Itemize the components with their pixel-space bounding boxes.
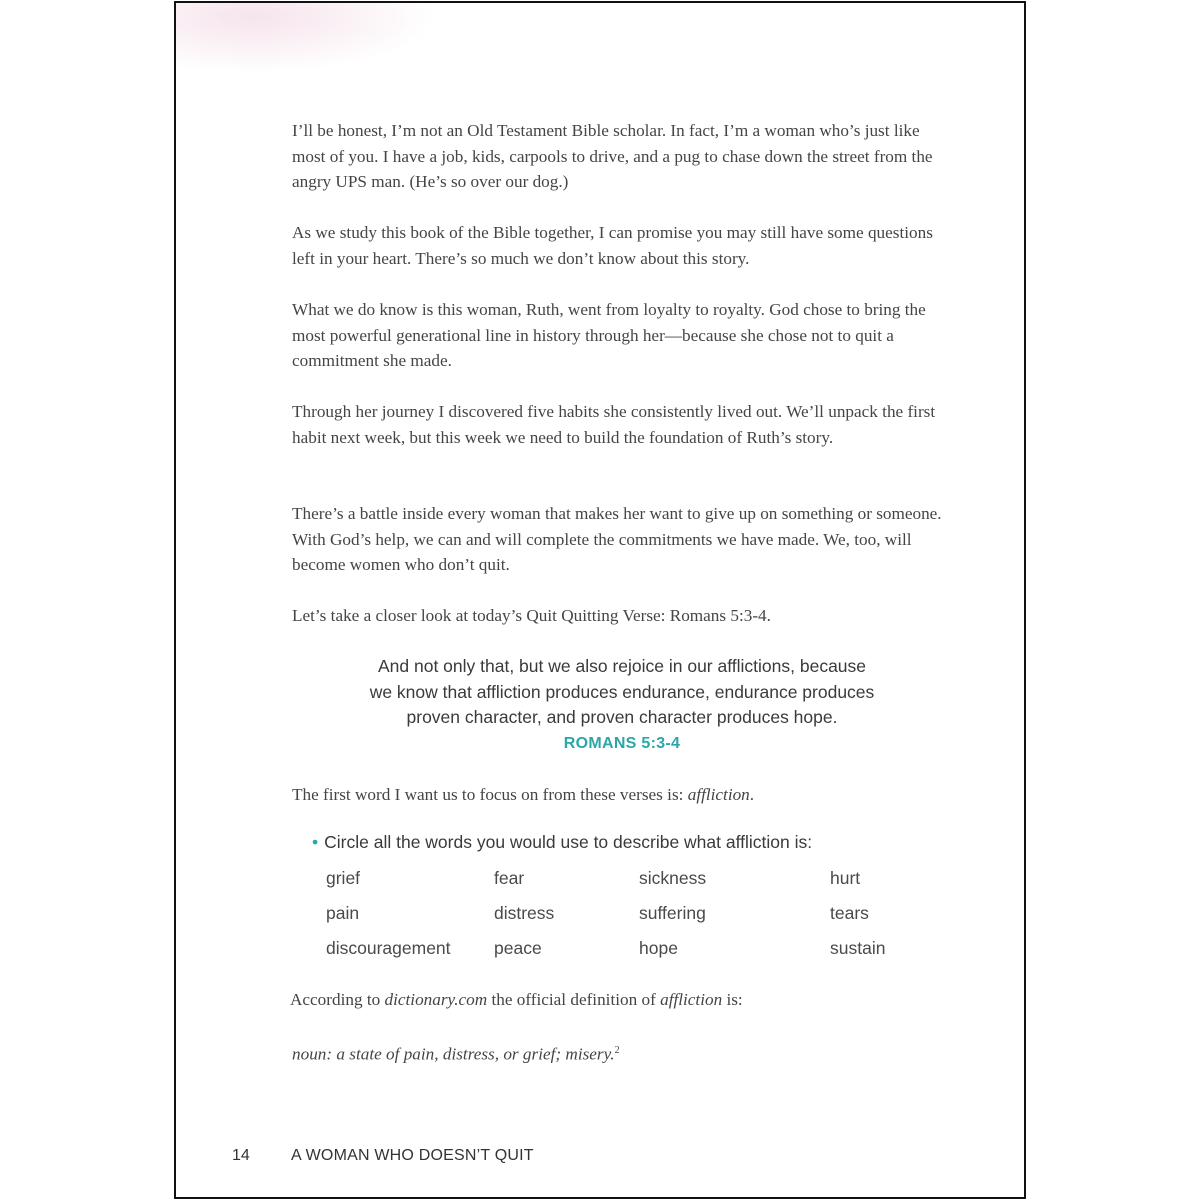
paragraph-study: As we study this book of the Bible together, I can promise you may still have some questions left in your heart. There’s so much we don’t know about this story. xyxy=(292,223,933,268)
paragraph-verse-intro: Let’s take a closer look at today’s Quit Quitting Verse: Romans 5:3-4. xyxy=(292,606,771,625)
definition-intro xyxy=(290,987,950,1013)
definition-intro-prefix: According to xyxy=(290,990,385,1009)
page-tint xyxy=(176,3,436,73)
page-number: 14 xyxy=(232,1147,250,1164)
paragraph-habits: Through her journey I discovered five habits she consistently lived out. We’ll unpack the first habit next week, but this week we need to build the foundation of Ruth’s story. xyxy=(292,402,936,447)
scripture-quote xyxy=(292,654,952,756)
word-option: distress xyxy=(494,903,555,923)
quote-line: proven character, and proven character produces hope. xyxy=(406,707,838,728)
word-option: pain xyxy=(326,903,360,923)
footnote-marker: 2 xyxy=(614,1045,620,1056)
word-option: discouragement xyxy=(326,938,451,958)
definition-body: noun: a state of pain, distress, or grief; misery. xyxy=(292,1044,615,1064)
focus-prefix: The first word I want us to focus on from these verses is: xyxy=(292,785,688,804)
quote-line: And not only that, but we also rejoice in our afflictions, because xyxy=(377,656,867,676)
exercise-prompt-text: Circle all the words you would use to describe what affliction is: xyxy=(324,832,813,852)
focus-word: affliction xyxy=(687,785,750,804)
definition-source: dictionary.com xyxy=(384,990,488,1009)
word-option: sickness xyxy=(639,868,707,888)
focus-suffix: . xyxy=(749,785,755,804)
focus-sentence xyxy=(292,782,952,808)
word-option: suffering xyxy=(639,903,706,923)
quote-line: we know that affliction produces endurance, endurance produces xyxy=(369,681,875,702)
paragraph-intro: I’ll be honest, I’m not an Old Testament Bible scholar. In fact, I’m a woman who’s just like most of you. I have a job, kids, carpools to drive, and a pug to chase down the street from the angry UPS man. (He’s so over our dog.) xyxy=(292,121,933,192)
word-option: hurt xyxy=(830,868,861,888)
definition-intro-middle: the official definition of xyxy=(487,990,661,1009)
bullet-icon: • xyxy=(312,832,319,852)
word-option: sustain xyxy=(830,938,886,958)
paragraph-battle: There’s a battle inside every woman that makes her want to give up on something or someone. With God’s help, we can and will complete the commitments we have made. We, too, will become women who don’t quit. xyxy=(292,504,942,575)
definition-word: affliction xyxy=(660,990,723,1009)
definition-intro-suffix: is: xyxy=(722,990,743,1009)
definition-text xyxy=(292,1038,952,1067)
word-option: tears xyxy=(830,903,869,923)
running-footer-title: A WOMAN WHO DOESN’T QUIT xyxy=(291,1147,534,1164)
word-option: fear xyxy=(494,868,525,888)
paragraph-ruth: What we do know is this woman, Ruth, went from loyalty to royalty. God chose to bring the most powerful generational line in history through her—because she chose not to quit a commitment she made. xyxy=(292,300,926,371)
quote-reference: ROMANS 5:3-4 xyxy=(563,734,681,752)
word-option: peace xyxy=(494,938,542,958)
word-option: hope xyxy=(639,938,678,958)
word-option: grief xyxy=(326,868,361,888)
exercise-prompt xyxy=(312,832,812,853)
book-page xyxy=(174,1,1026,1199)
